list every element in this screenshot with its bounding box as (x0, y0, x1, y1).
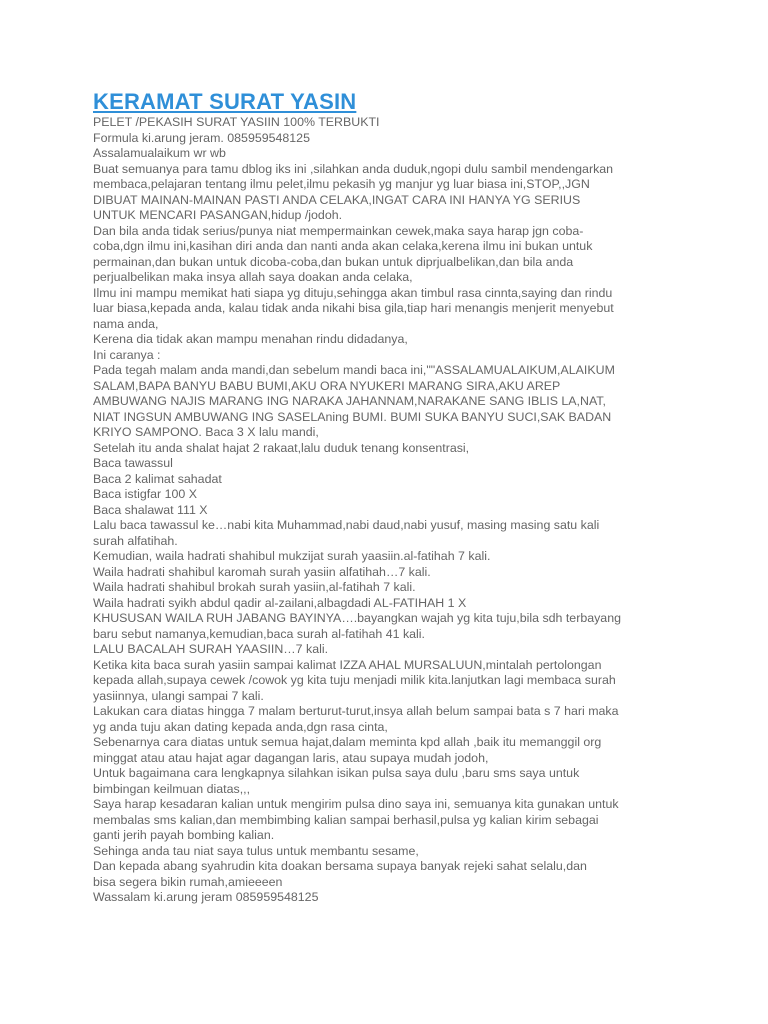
body-text-line: ganti jerih payah bombing kalian. (93, 828, 275, 842)
body-text-line: Baca shalawat 111 X (93, 502, 208, 517)
body-text-line: luar biasa,kepada anda, kalau tidak anda nikahi bisa gila,tiap hari menangis menjerit menyebut (93, 301, 614, 315)
body-text-line: Sebenarnya cara diatas untuk semua hajat,dalam meminta kpd allah ,baik itu memanggil org (93, 735, 602, 749)
body-text-line: perjualbelikan maka insya allah saya doakan anda celaka, (93, 270, 413, 284)
body-text-line: Kemudian, waila hadrati shahibul mukzijat surah yaasiin.al-fatihah 7 kali. (93, 549, 491, 563)
body-text-line: Ini caranya : (93, 347, 161, 362)
body-text-line: LALU BACALAH SURAH YAASIIN…7 kali. (93, 642, 329, 656)
body-text-line: Waila hadrati shahibul karomah surah yasiin alfatihah…7 kali. (93, 564, 431, 579)
body-text-line: Assalamualaikum wr wb (93, 146, 226, 160)
body-text-line: Baca istigfar 100 X (93, 487, 198, 501)
body-text-line: KRIYO SAMPONO. Baca 3 X lalu mandi, (93, 425, 319, 439)
body-text-line: PELET /PEKASIH SURAT YASIIN 100% TERBUKTI (93, 115, 380, 129)
body-text-line: kepada allah,supaya cewek /cowok yg kita tuju menjadi milik kita.lanjutkan lagi membaca surah (93, 673, 616, 687)
body-text-line: surah alfatihah. (93, 533, 178, 548)
body-text-line: Buat semuanya para tamu dblog iks ini ,silahkan anda duduk,ngopi dulu sambil mendengarkan (93, 161, 614, 176)
body-text-line: minggat atau atau hajat agar dagangan laris, atau supaya mudah jodoh, (93, 750, 489, 765)
body-text-line: Setelah itu anda shalat hajat 2 rakaat,lalu duduk tenang konsentrasi, (93, 440, 470, 455)
body-text-line: Baca tawassul (93, 456, 173, 470)
body-text-line: Lalu baca tawassul ke…nabi kita Muhammad,nabi daud,nabi yusuf, masing masing satu kali (93, 518, 600, 532)
body-text-line: Sehinga anda tau niat saya tulus untuk membantu sesame, (93, 843, 419, 858)
body-text-line: UNTUK MENCARI PASANGAN,hidup /jodoh. (93, 208, 343, 222)
body-text-line: yasiinnya, ulangi sampai 7 kali. (93, 688, 264, 703)
body-text-line: Dan kepada abang syahrudin kita doakan bersama supaya banyak rejeki sahat selalu,dan (93, 859, 587, 873)
body-text-line: Wassalam ki.arung jeram 085959548125 (93, 890, 319, 904)
body-text-line: Ketika kita baca surah yasiin sampai kalimat IZZA AHAL MURSALUUN,mintalah pertolongan (93, 657, 602, 672)
body-text-line: bisa segera bikin rumah,amieeeen (93, 874, 283, 889)
body-text-line: membaca,pelajaran tentang ilmu pelet,ilmu pekasih yg manjur yg luar biasa ini,STOP,,JGN (93, 177, 590, 191)
body-text-line: SALAM,BAPA BANYU BABU BUMI,AKU ORA NYUKERI MARANG SIRA,AKU AREP (93, 378, 561, 393)
body-text-line: Pada tegah malam anda mandi,dan sebelum mandi baca ini,""ASSALAMUALAIKUM,ALAIKUM (93, 363, 615, 377)
body-text-line: Saya harap kesadaran kalian untuk mengirim pulsa dino saya ini, semuanya kita gunakan untuk (93, 797, 619, 811)
body-text-line: Ilmu ini mampu memikat hati siapa yg dituju,sehingga akan timbul rasa cinnta,saying dan rindu (93, 285, 613, 300)
body-text-line: Formula ki.arung jeram. 085959548125 (93, 130, 310, 145)
body-text-line: DIBUAT MAINAN-MAINAN PASTI ANDA CELAKA,INGAT CARA INI HANYA YG SERIUS (93, 192, 581, 207)
document-title-link[interactable]: KERAMAT SURAT YASIN (93, 89, 357, 114)
document-page (93, 89, 683, 906)
body-text-line: Waila hadrati shahibul brokah surah yasiin,al-fatihah 7 kali. (93, 580, 416, 594)
body-text-line: coba,dgn ilmu ini,kasihan diri anda dan nanti anda akan celaka,kerena ilmu ini bukan untuk (93, 239, 593, 253)
body-text-line: AMBUWANG NAJIS MARANG ING NARAKA JAHANNAM,NARAKANE SANG IBLIS LA,NAT, (93, 394, 606, 408)
body-text-line: baru sebut namanya,kemudian,baca surah al-fatihah 41 kali. (93, 626, 426, 641)
body-text-line: permainan,dan bukan untuk dicoba-coba,dan bukan untuk diprjualbelikan,dan bila anda (93, 254, 574, 269)
body-text-line: Waila hadrati syikh abdul qadir al-zailani,albagdadi AL-FATIHAH 1 X (93, 595, 467, 610)
body-text-line: bimbingan keilmuan diatas,,, (93, 781, 251, 796)
body-text-line: Baca 2 kalimat sahadat (93, 471, 222, 486)
body-text-line: Untuk bagaimana cara lengkapnya silahkan isikan pulsa saya dulu ,baru sms saya untuk (93, 766, 580, 780)
document-body (93, 115, 683, 906)
body-text-line: KHUSUSAN WAILA RUH JABANG BAYINYA….bayangkan wajah yg kita tuju,bila sdh terbayang (93, 611, 621, 625)
body-text-line: nama anda, (93, 316, 159, 331)
body-text-line: Dan bila anda tidak serius/punya niat mempermainkan cewek,maka saya harap jgn coba- (93, 223, 584, 238)
body-text-line: membalas sms kalian,dan membimbing kalian sampai berhasil,pulsa yg kalian kirim sebagai (93, 812, 599, 827)
body-text-line: Lakukan cara diatas hingga 7 malam berturut-turut,insya allah belum sampai bata s 7 hari maka (93, 704, 619, 718)
body-text-line: NIAT INGSUN AMBUWANG ING SASELAning BUMI. BUMI SUKA BANYU SUCI,SAK BADAN (93, 409, 612, 424)
body-text-line: Kerena dia tidak akan mampu menahan rindu didadanya, (93, 332, 408, 346)
body-text-line: yg anda tuju akan dating kepada anda,dgn rasa cinta, (93, 719, 388, 734)
